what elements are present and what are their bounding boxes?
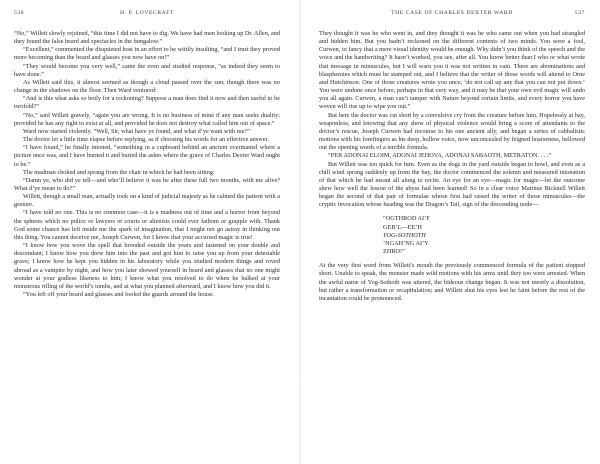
- chant-line: GEB’L—EE’H: [383, 223, 422, 231]
- right-running-head: [319, 10, 585, 22]
- left-paragraph: “I have told no one. This is no common case—it is a madness out of time and a horror from beyond the spheres which no police or lawyers or courts or alienists could ever fathom or grapple with. Thank God some chance has left inside me the spark of imagination, that I might not go astray in thinking out this thing. You cannot deceive me, Joseph Curwen, for I know that your accursed magic is true!: [14, 209, 280, 241]
- left-paragraph: Willett, though a small man, actually took on a kind of judicial majesty as he calmed the patient with a gesture.: [14, 193, 280, 209]
- left-paragraph: “And is this what asks so hotly for a reckoning? Suppose a man does find it now and then useful to be twofold?”: [14, 95, 280, 111]
- left-page-body: [14, 30, 280, 299]
- left-paragraph: The doctor let a little time elapse before replying, as if choosing his words for an effective answer.: [23, 136, 269, 144]
- right-paragraph: At the very first word from Willett’s mouth the previously commenced formula of the patient stopped short. Unable to speak, the monster made wild motions with his arms until they too were arrested. When the awful name of Yog-Sothoth was uttered, the hideous change began. It was not merely a dissolution, but rather a transformation or recapitulation; and Willett shut his eyes lest he faint before the rest of the incantation could be pronounced.: [319, 262, 585, 302]
- left-paragraph: “They would become you very well,” came the even and studied response, “as indeed they seem to have done.”: [14, 62, 280, 78]
- left-paragraph: “Excellent,” commented the disquieted host in an effort to be wittily insulting, “and I trust they proved more becoming than the beard and glasses you now have on!”: [14, 46, 280, 62]
- right-page-body: [319, 30, 585, 303]
- left-paragraph: “I have found,” he finally intoned, “something in a cupboard behind an ancient overmantel where a picture once was, and I have burned it and buried the ashes where the grave of Charles Dexter Ward ought to be.”: [14, 144, 280, 168]
- left-running-head: [14, 10, 280, 22]
- left-paragraph: “No,” Willett slowly rejoined, “this time I did not have to dig. We have had men looking up Dr. Allen, and they found the false beard and spectacles in the bungalow.”: [14, 30, 280, 46]
- left-paragraph: As Willett said this, it almost seemed as though a cloud passed over the sun; though there was no change in the shadows on the floor. Then Ward ventured:: [14, 78, 280, 95]
- right-page-number: 537: [574, 10, 585, 16]
- left-page-number: 536: [14, 10, 25, 16]
- book-gutter: [299, 0, 301, 464]
- right-page: [319, 10, 585, 456]
- left-page: [14, 10, 280, 456]
- right-paragraph: “PER ADONAI ELOIM, ADONAI JEHOVA, ADONAI SABAOTH, METRATON. . . .”: [328, 152, 552, 160]
- left-paragraph: “You left off your beard and glasses and fooled the guards around the house.: [23, 291, 215, 298]
- chant-line: “OGTHROD AI’F: [383, 215, 430, 223]
- chant-line: YOG-SOTHOTH: [383, 231, 426, 239]
- left-paragraph: Ward now started violently. “Well, Sir, what have ye found, and what d’ye want with me?”: [23, 127, 250, 135]
- invocation-chant: [383, 215, 585, 256]
- right-paragraph: They thought it was he who went in, and they thought it was he who came out when you had strangled and hidden him. But you hadn’t reckoned on the different contents of two minds. You were a fool, Curwen, to fancy that a mere visual identity would be enough. Why didn’t you think of the speech and the voice and the handwriting? It hasn’t worked, you see, after all. You know better than I who or what wrote that message in minuscules, but I will warn you it was not written in vain. There are abominations and blasphemies which must be stamped out, and I believe that the writer of those words will attend to Orne and Hutchinson. One of those creatures wrote you once, ‘do not call up any that you can not put down.’ You were undone once before, perhaps in that very way, and it may be that your own evil magic will undo you all again. Curwen, a man can’t tamper with Nature beyond certain limits, and every horror you have woven will rise up to wipe you out.”: [319, 30, 585, 111]
- left-paragraph: “No,” said Willett gravely, “again you are wrong. It is no business of mine if any man seeks duality; provided he has any right to exist at all, and provided he does not destroy what called him out of space.”: [14, 111, 280, 127]
- right-paragraph: But here the doctor was cut short by a convulsive cry from the creature before him. Hopelessly at bay, weaponless, and knowing that any show of physical violence would bring a score of attendants to the doctor’s rescue, Joseph Curwen had recourse to his one ancient ally, and began a series of cabbalistic motions with his forefingers as his deep, hollow voice, now unconcealed by feigned hoarseness, bellowed out the opening words of a terrible formula.: [319, 111, 585, 152]
- right-paragraph: But Willett was too quick for him. Even as the dogs in the yard outside began to howl, and even as a chill wind sprang suddenly up from the bay, the doctor commenced the solemn and measured intonation of that which he had meant all along to recite. An eye for an eye—magic for magic—let the outcome shew how well the lesson of the abyss had been learned! So in a clear voice Marinus Bicknell Willett began the second of that pair of formulae whose first had raised the writer of those minuscules—the cryptic invocation whose heading was the Dragon’s Tail, sign of the descending node—: [319, 160, 585, 209]
- right-running-title: THE CASE OF CHARLES DEXTER WARD: [391, 10, 513, 16]
- chant-line: ’NGAH’NG AI’Y: [383, 239, 429, 247]
- left-running-title: H. P. LOVECRAFT: [119, 10, 175, 16]
- chant-line: ZHRO!”: [383, 248, 405, 256]
- left-paragraph: The madman choked and sprang from the chair in which he had been sitting:: [23, 168, 215, 176]
- left-paragraph: “Damn ye, who did ye tell—and who’ll believe it was he after these full two months, with me alive? What d’ye mean to do?”: [14, 176, 280, 192]
- left-paragraph: “I know how you wove the spell that brooded outside the years and fastened on your double and descendant; I know how you drew him into the past and got him to raise you up from your detestable grave; I know how he kept you hidden in his laboratory while you studied modern things and roved abroad as a vampire by night, and how you later showed yourself in beard and glasses that no one might wonder at your godless likeness to him; I know what you resolved to do when he balked at your monstrous rifling of the world’s tombs, and at what you planned afterward, and I know how you did it.: [14, 242, 280, 290]
